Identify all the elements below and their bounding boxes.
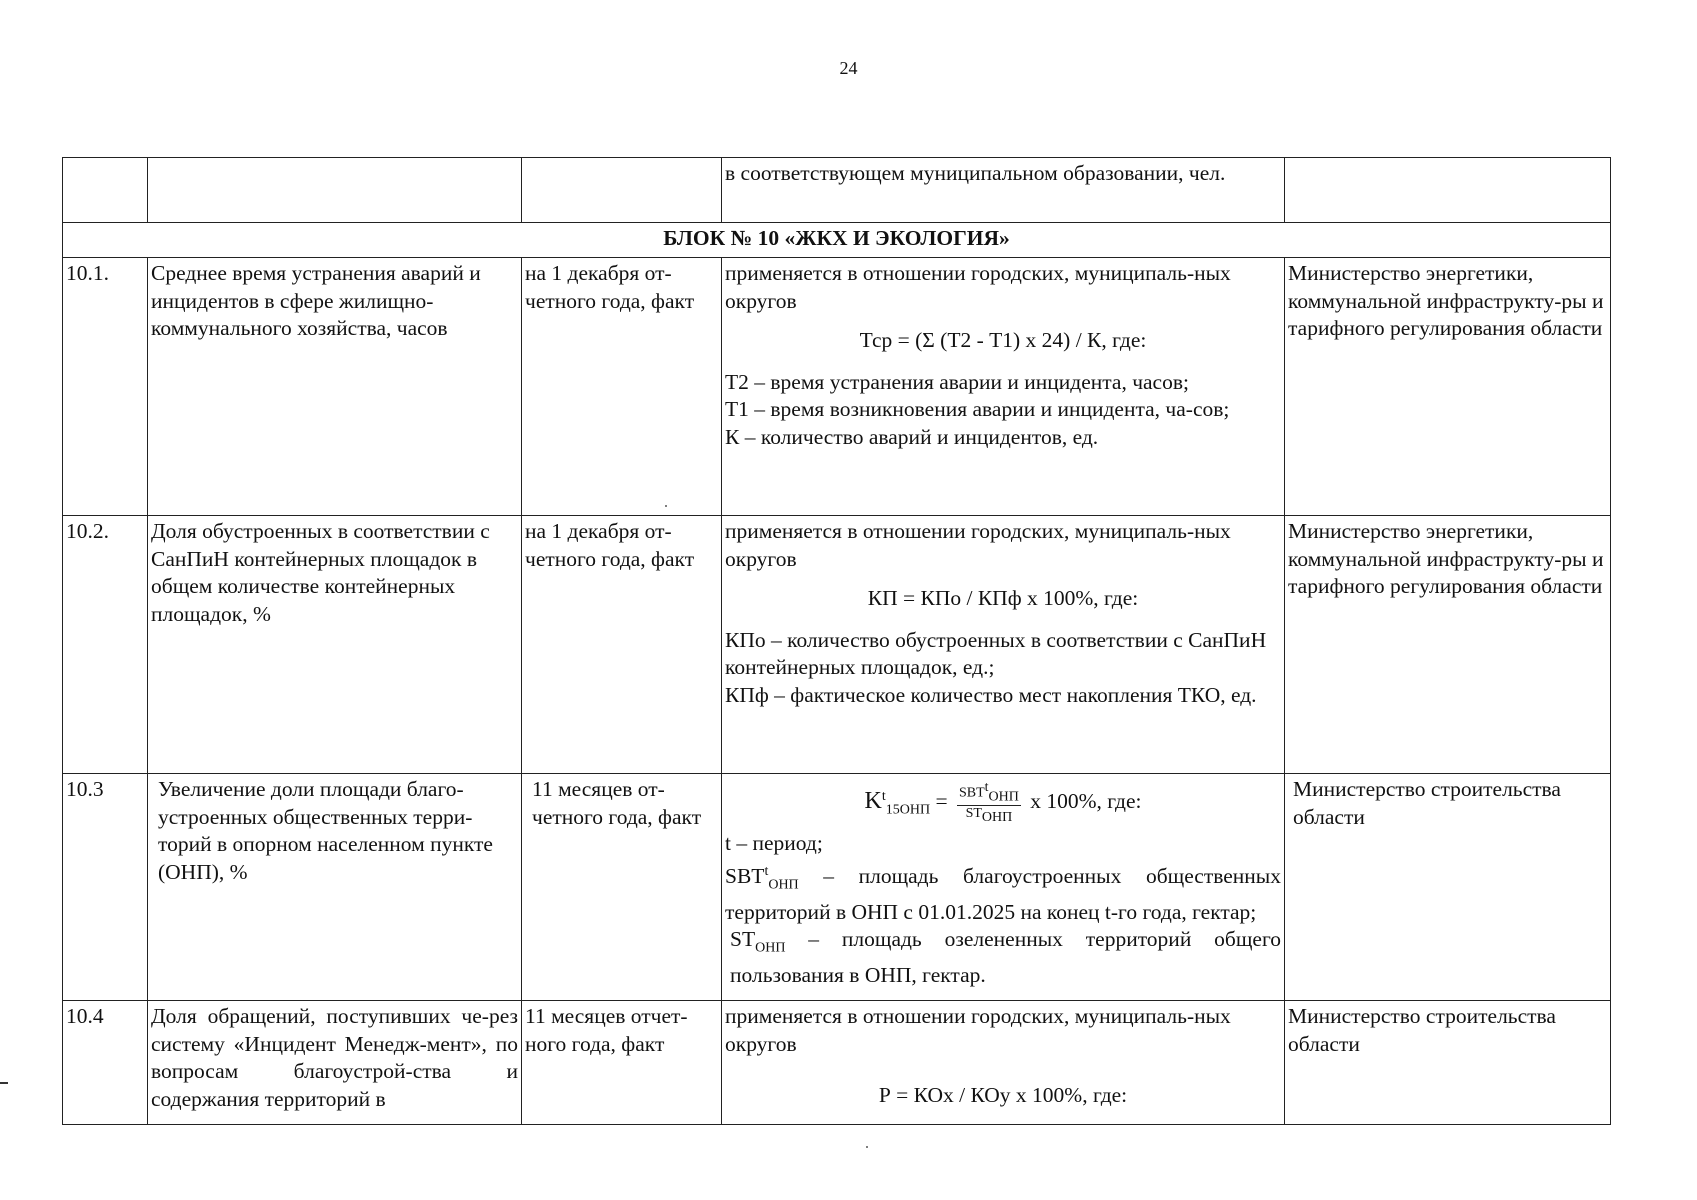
indicator-method: [722, 516, 1285, 774]
indicator-name: Доля обустроенных в соответствии с СанПиН контейнерных площадок в общем количестве контейнерных площадок, %: [148, 516, 522, 774]
table-row: [63, 258, 1611, 516]
table-row: [63, 516, 1611, 774]
formula: Тср = (Σ (Т2 - Т1) х 24) / К, где:: [859, 328, 1147, 352]
formula: КП = КПо / КПф х 100%, где:: [867, 586, 1139, 610]
indicator-method: [722, 1001, 1285, 1125]
applies-text: применяется в отношении городских, муниципаль-ных округов: [725, 1004, 1231, 1056]
cell-date: [522, 158, 722, 223]
responsible-ministry: Министерство энергетики, коммунальной инфраструкту-ры и тарифного регулирования области: [1285, 258, 1611, 516]
formula-k-sup: t: [881, 788, 886, 804]
formula-k-sub: 15ОНП: [885, 802, 931, 818]
applies-text: применяется в отношении городских, муниципаль-ных округов: [725, 261, 1231, 313]
responsible-ministry: Министерство энергетики, коммунальной инфраструкту-ры и тарифного регулирования области: [1285, 516, 1611, 774]
indicator-name: Увеличение доли площади благо-устроенных общественных терри-торий в опорном населенном пункте (ОНП), %: [148, 774, 522, 1001]
definition: $ST_{ОНП}$ – площадь озелененных территорий общего пользования в ОНП, гектар.: [730, 927, 1281, 987]
responsible-ministry: Министерство строительства области: [1285, 774, 1611, 1001]
row-number: 10.2.: [63, 516, 148, 774]
row-number: 10.3: [63, 774, 148, 1001]
fraction-denominator: $ST_{ОНП}$: [965, 806, 1013, 826]
formula: Р = КОх / КОу х 100%, где:: [878, 1083, 1128, 1107]
row-number: 10.1.: [63, 258, 148, 516]
scan-speck: [866, 1146, 868, 1148]
definition: К – количество аварий и инцидентов, ед.: [725, 424, 1099, 449]
formula-k: K: [864, 788, 882, 815]
table-row-carryover: [63, 158, 1611, 223]
block-header-row: [63, 223, 1611, 258]
definition: Т1 – время возникновения аварии и инцидента, ча-сов;: [725, 397, 1230, 421]
definition: Т2 – время устранения аварии и инцидента, часов;: [725, 369, 1189, 394]
indicator-date: 11 месяцев от-четного года, факт: [522, 774, 722, 1001]
carry-text: в соответствующем муниципальном образовании, чел.: [725, 161, 1226, 185]
margin-mark: [0, 1082, 8, 1084]
row-number: 10.4: [63, 1001, 148, 1125]
definition: КПо – количество обустроенных в соответствии с СанПиН контейнерных площадок, ед.;: [725, 627, 1267, 679]
indicators-table: [62, 157, 1611, 1125]
equals-sign: =: [935, 789, 948, 814]
indicator-date: 11 месяцев отчет-ного года, факт: [522, 1001, 722, 1125]
definition: t – период;: [725, 831, 823, 856]
cell-num: [63, 158, 148, 223]
definition: КПф – фактическое количество мест накопления ТКО, ед.: [725, 682, 1257, 707]
table-row: [63, 1001, 1611, 1125]
applies-text: применяется в отношении городских, муниципаль-ных округов: [725, 519, 1231, 571]
block-title: БЛОК № 10 «ЖКХ И ЭКОЛОГИЯ»: [63, 223, 1611, 258]
cell-method: [722, 158, 1285, 223]
indicator-date: на 1 декабря от-четного года, факт: [522, 258, 722, 516]
indicator-date: на 1 декабря от-четного года, факт: [522, 516, 722, 774]
page-number: 24: [839, 58, 858, 78]
fraction-numerator: $SBT^t_{ОНП}$: [958, 780, 1019, 805]
definition: $SBT^t_{ОНП}$ – площадь благоустроенных общественных территорий в ОНП с 01.01.2025 на конец t-го года, гектар;: [725, 863, 1281, 924]
table-row: [63, 774, 1611, 1001]
formula: [725, 780, 1281, 826]
cell-ministry: [1285, 158, 1611, 223]
indicator-method: [722, 774, 1285, 1001]
indicator-name: Среднее время устранения аварий и инцидентов в сфере жилищно-коммунального хозяйства, часов: [148, 258, 522, 516]
cell-name: [148, 158, 522, 223]
formula-fraction: [957, 780, 1021, 826]
indicator-name: Доля обращений, поступивших че-рез систему «Инцидент Менедж-мент», по вопросам благоустрой-ства и содержания территорий в: [148, 1001, 522, 1125]
responsible-ministry: Министерство строительства области: [1285, 1001, 1611, 1125]
indicator-method: [722, 258, 1285, 516]
formula-tail: х 100%, где:: [1030, 789, 1142, 814]
scan-speck: [665, 505, 667, 507]
